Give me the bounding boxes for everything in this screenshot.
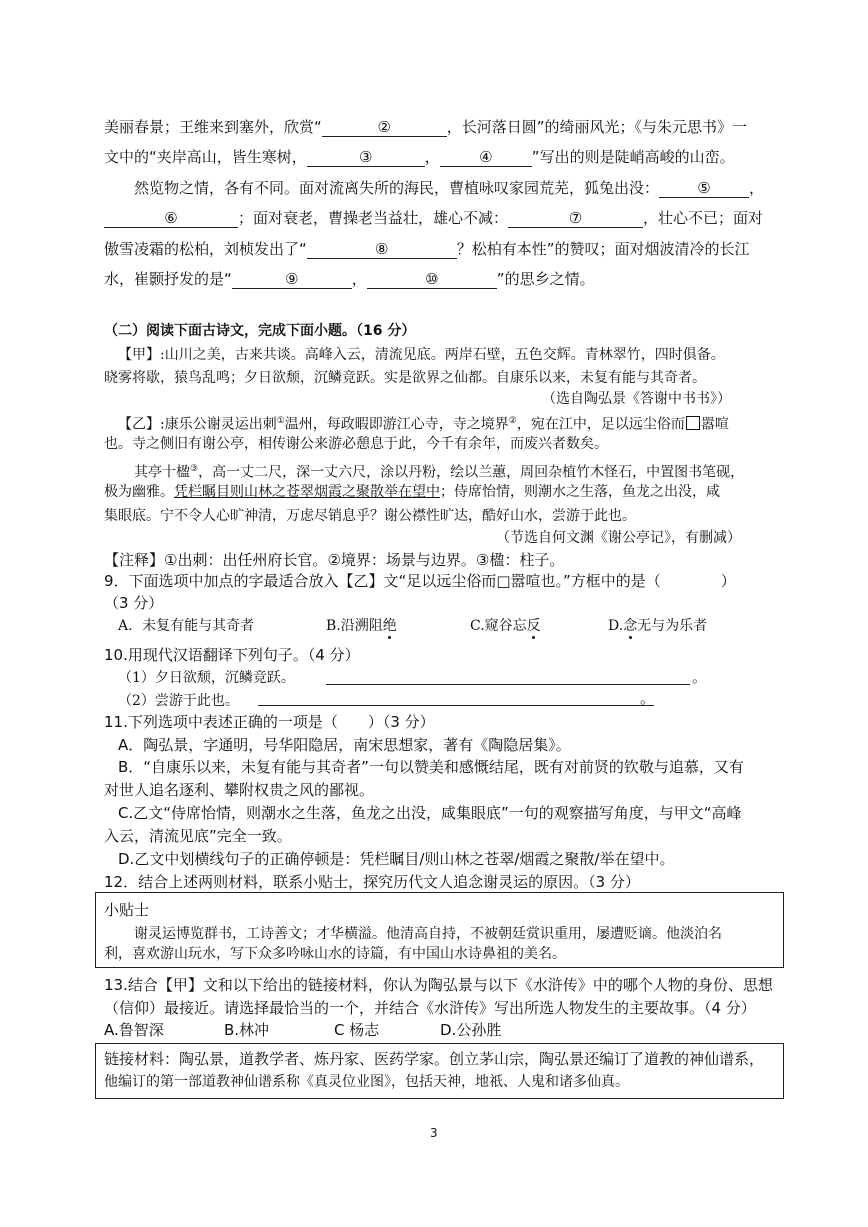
text: 【乙】:康乐公谢灵运出刺 — [118, 416, 277, 433]
text: （1）夕日欲颓，沉鳞竞跃。 — [118, 670, 295, 686]
q13-stem-1: 13.结合【甲】文和以下给出的链接材料，你认为陶弘景与以下《水浒传》中的哪个人物的身份、思想 — [104, 976, 773, 994]
q9-option-d[interactable] — [608, 616, 707, 636]
text: ？松柏有本性”的赞叹；面对烟波清冷的长江 — [456, 240, 750, 258]
fill-line-2 — [104, 147, 735, 167]
yi-line-3 — [134, 459, 744, 483]
text: ；面对衰老，曹操老当益壮，雄心不减： — [238, 209, 509, 227]
tip-line-1: 谢灵运博览群书，工诗善文；才华横溢。他清高自持，不被朝廷赏识重用，屡遭贬谪。他淡泊名 — [134, 926, 722, 942]
blank-5[interactable]: ⑤ — [659, 179, 749, 198]
q13-option-a[interactable]: A.鲁智深 — [104, 1021, 164, 1039]
tip-title: 小贴士 — [104, 901, 150, 919]
text: ，宛在江中，足以远尘俗而 — [516, 416, 685, 433]
blank-4[interactable]: ④ — [440, 148, 532, 167]
text: B.沿溯阻 — [326, 618, 383, 634]
text: 水，崔颢抒发的是“ — [104, 270, 232, 288]
text: 极为幽雅。 — [104, 484, 174, 500]
jia-source: （选自陶弘景《答谢中书书》） — [542, 391, 731, 407]
q11-option-b-1[interactable]: B．“自康乐以来，未复有能与其奇者”一句以赞美和感慨结尾，既有对前贤的钦敬与追慕，又有 — [118, 758, 744, 776]
q12-stem: 12．结合上述两则材料，联系小贴士，探究历代文人追念谢灵运的原因。（3 分） — [104, 873, 640, 891]
blank-10[interactable]: ⑩ — [367, 270, 497, 289]
dotted-char: 念 — [623, 618, 638, 634]
dotted-char: 绝 — [382, 618, 397, 634]
q13-option-c[interactable]: C 杨志 — [334, 1021, 380, 1039]
blank-7[interactable]: ⑦ — [508, 209, 643, 228]
text: 文中的“夹岸高山，皆生寒树， — [104, 148, 307, 166]
fill-line-1 — [104, 117, 747, 137]
text: 温州，每政暇即游江心寺，寺之境界 — [284, 416, 509, 433]
text: ，壮心不已；面对 — [643, 209, 764, 227]
fill-line-6 — [104, 269, 595, 289]
fill-line-3 — [134, 178, 764, 198]
yi-line-4 — [104, 482, 720, 502]
yi-line-5: 集眼底。宁不令人心旷神清，万虑尽销息乎？谢公襟性旷达，酷好山水，尝游于此也。 — [104, 508, 636, 524]
q9-score: （3 分） — [104, 594, 164, 612]
link-line-1: 链接材料：陶弘景，道教学者、炼丹家、医药学家。创立茅山宗，陶弘景还编订了道教的神仙谱系， — [104, 1050, 765, 1068]
yi-source: （节选自何文渊《谢公亭记》，有删减） — [496, 530, 741, 546]
text: ”的思乡之情。 — [496, 270, 595, 288]
text: 美丽春景；王维来到塞外，欣赏“ — [104, 118, 322, 136]
jia-line-2: 晓雾将歇，猿鸟乱鸣；夕日欲颓，沉鳞竞跃。实是欲界之仙都。自康乐以来，未复有能与其奇者。 — [104, 370, 706, 386]
tip-line-2: 利，喜欢游山玩水，写下众多吟咏山水的诗篇，有中国山水诗鼻祖的美名。 — [104, 946, 566, 962]
blank-6[interactable]: ⑥ — [104, 209, 238, 228]
fill-line-4 — [104, 208, 763, 228]
footnote-mark: ③ — [190, 464, 199, 474]
text: C.窥谷忘 — [470, 618, 527, 634]
q9-option-a[interactable]: A．未复有能与其奇者 — [118, 618, 255, 634]
q10-answer-line-1[interactable] — [326, 684, 690, 685]
text: ；侍席怡情，则潮水之生落，鱼龙之出没，咸 — [440, 484, 720, 500]
q11-stem: 11.下列选项中表述正确的一项是（ ）（3 分） — [104, 713, 435, 731]
text: ”写出的则是陡峭高峻的山峦。 — [531, 148, 735, 166]
section-title: （二）阅读下面古诗文，完成下面小题。（16 分） — [104, 323, 416, 339]
footnote-mark: ① — [276, 416, 285, 426]
blank-2[interactable]: ② — [322, 118, 447, 137]
q11-option-d[interactable]: D.乙文中划横线句子的正确停顿是：凭栏瞩目/则山林之苍翠/烟霞之聚散/举在望中。 — [118, 850, 675, 868]
q10-s1 — [118, 667, 295, 688]
q9-option-b[interactable] — [326, 616, 397, 636]
text: 其亭十楹 — [134, 464, 190, 481]
notes: 【注释】①出刺：出任州府长官。②境界：场景与边界。③楹：柱子。 — [104, 551, 565, 569]
yi-line-2: 也。寺之侧旧有谢公亭，相传谢公来游必憩息于此，今千有余年，而废兴者数矣。 — [104, 436, 608, 452]
text: ， — [749, 179, 765, 197]
q11-option-b-2: 对世人追名逐利、攀附权贵之风的鄙视。 — [104, 781, 375, 799]
text: ，高一丈二尺，深一丈六尺，涂以丹粉，绘以兰蕙，周回杂植竹木怪石，中置图书笔砚， — [198, 464, 745, 481]
q10-answer-line-2[interactable] — [258, 705, 654, 706]
q11-option-c-1[interactable]: C.乙文“侍席怡情，则潮水之生落，鱼龙之出没，咸集眼底”一句的观察描写角度，与甲文“高峰 — [118, 804, 742, 822]
q10-end-1: 。 — [692, 668, 708, 686]
text: 傲雪凌霜的松柏，刘桢发出了“ — [104, 240, 307, 258]
text: 无与为乐者 — [637, 618, 708, 634]
q10-stem: 10.用现代汉语翻译下列句子。（4 分） — [104, 646, 360, 664]
q13-stem-2: （信仰）最接近。请选择最恰当的一个，并结合《水浒传》写出所选人物发生的主要故事。（4 分） — [104, 999, 756, 1017]
dotted-char: 反 — [526, 618, 541, 634]
link-line-2: 他编订的第一部道教神仙谱系称《真灵位业图》，包括天神，地祇、人鬼和诸多仙真。 — [104, 1074, 629, 1090]
text: ，长河落日圆”的绮丽风光；《与朱元思书》一 — [446, 118, 748, 136]
q10-s2 — [118, 690, 239, 711]
blank-8[interactable]: ⑧ — [307, 240, 457, 259]
yi-line-1 — [118, 411, 729, 435]
blank-square — [686, 416, 700, 430]
fill-line-5 — [104, 239, 750, 259]
text: ， — [424, 148, 440, 166]
q10-end-2: 。 — [640, 689, 656, 707]
q13-option-d[interactable]: D.公孙胜 — [440, 1021, 502, 1039]
jia-line-1: 【甲】:山川之美，古来共谈。高峰入云，清流见底。两岸石壁，五色交辉。青林翠竹，四时俱备。 — [118, 347, 725, 363]
text: 然览物之情，各有不同。面对流离失所的海民，曹植咏叹家园荒芜，狐兔出没： — [134, 179, 660, 197]
q11-option-c-2: 入云，清流见底”完全一致。 — [104, 827, 292, 845]
blank-9[interactable]: ⑨ — [232, 270, 352, 289]
page-number: 3 — [430, 1126, 438, 1140]
text: ， — [351, 270, 367, 288]
q13-option-b[interactable]: B.林冲 — [224, 1021, 270, 1039]
text: 嚣喧 — [700, 416, 729, 433]
q11-option-a[interactable]: A．陶弘景，字通明，号华阳隐居，南宋思想家，著有《陶隐居集》。 — [118, 736, 571, 754]
text: D. — [608, 618, 624, 634]
underlined-sentence: 凭栏瞩目则山林之苍翠烟霞之聚散举在望中 — [174, 484, 440, 500]
blank-3[interactable]: ③ — [307, 148, 425, 167]
text: （2）尝游于此也。 — [118, 693, 239, 709]
q9-option-c[interactable] — [470, 616, 541, 636]
q9-stem: 9．下面选项中加点的字最适合放入【乙】文“足以远尘俗而□嚣喧也。”方框中的是（ ） — [104, 572, 736, 590]
footnote-mark: ② — [508, 416, 517, 426]
